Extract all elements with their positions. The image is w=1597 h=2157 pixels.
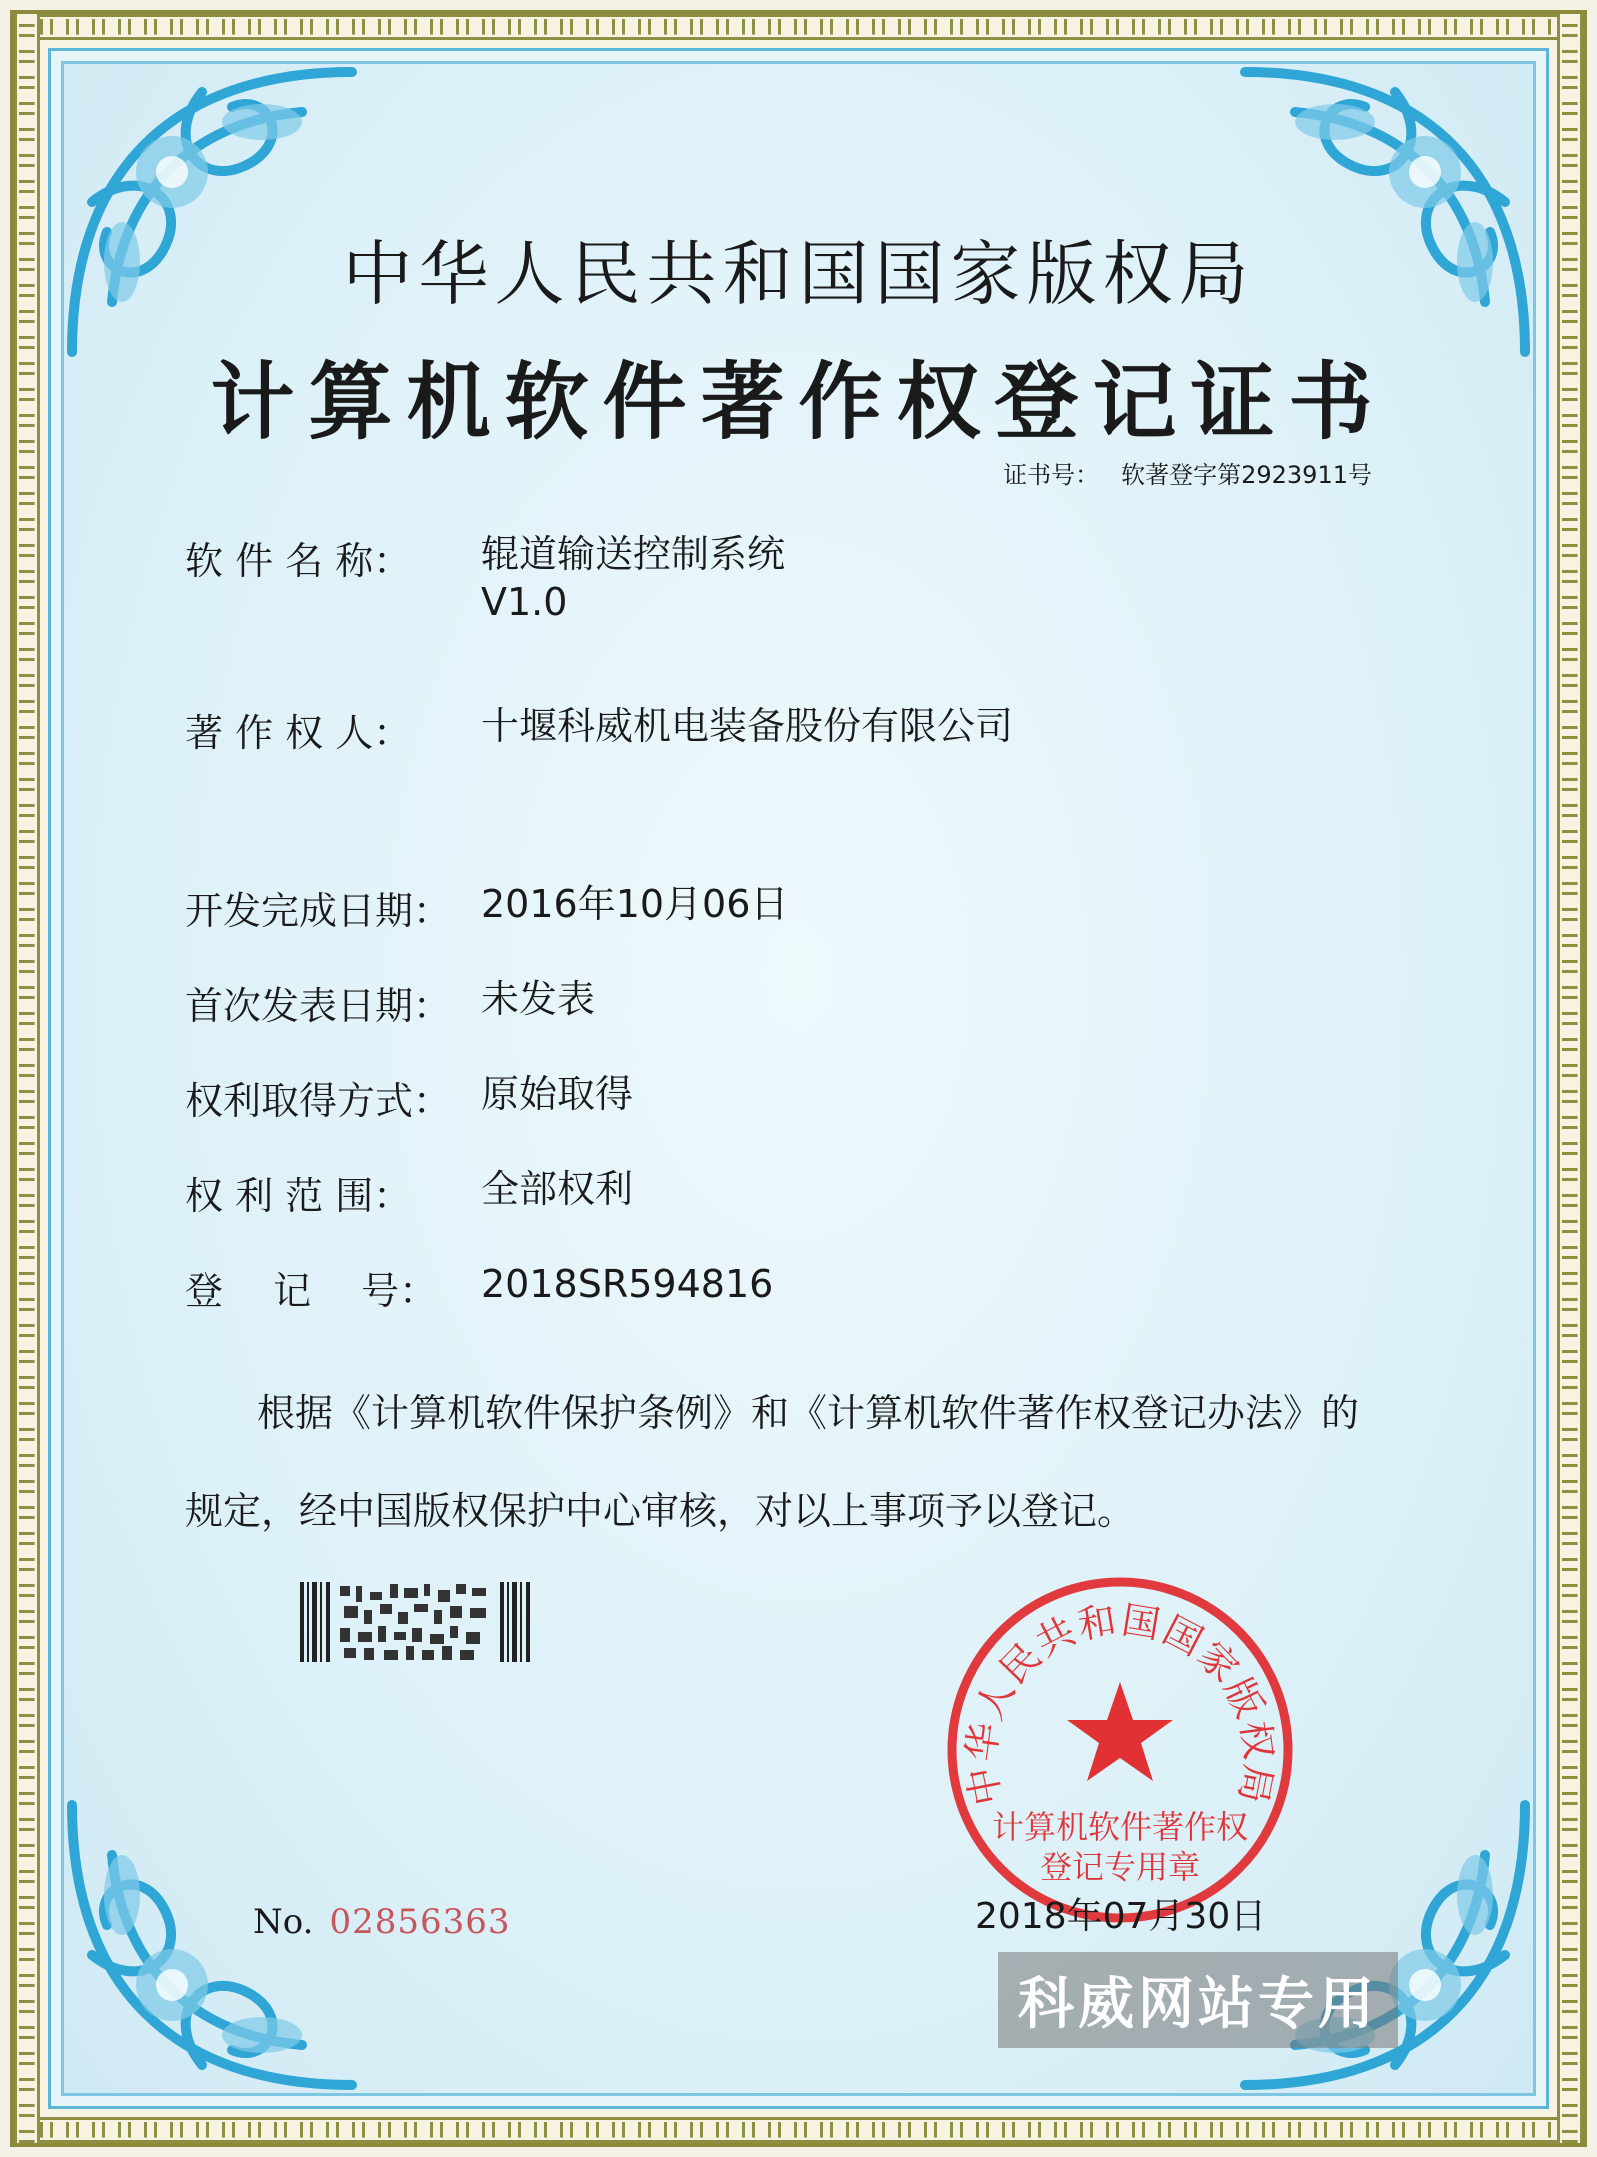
- statement-line-1: 根据《计算机软件保护条例》和《计算机软件著作权登记办法》的: [257, 1391, 1360, 1435]
- field-copyright-holder: [185, 702, 1013, 757]
- seal-inner-line-1: 计算机软件著作权: [991, 1808, 1249, 1846]
- field-value: 辊道输送控制系统 V1.0: [481, 532, 786, 624]
- watermark: 科威网站专用: [998, 1952, 1398, 2048]
- serial-number: [253, 1902, 511, 1942]
- field-value: 未发表: [481, 977, 596, 1021]
- field-label: 首次发表日期：: [185, 984, 452, 1028]
- ornament-corner-top-left: [52, 52, 382, 382]
- seal-ring-text: 中华人民共和国国家版权局: [958, 1597, 1282, 1809]
- field-rights-scope: [185, 1165, 633, 1220]
- certificate-number-value: 软著登字第2923911号: [1121, 461, 1372, 489]
- certificate-number-label: 证书号：: [1003, 461, 1100, 489]
- field-label: 著 作 权 人：: [185, 711, 412, 755]
- field-value: 2016年10月06日: [481, 882, 789, 926]
- issuing-authority: 中华人民共和国国家版权局: [342, 233, 1255, 315]
- field-value: 全部权利: [481, 1167, 634, 1211]
- field-completion-date: [185, 880, 788, 935]
- star-icon: [1067, 1682, 1173, 1781]
- statement-line-2: 规定，经中国版权保护中心审核，对以上事项予以登记。: [185, 1489, 1136, 1533]
- seal-inner-line-2: 登记专用章: [1039, 1848, 1201, 1886]
- field-software-name: [185, 530, 785, 626]
- barcode-icon: [300, 1582, 532, 1662]
- certificate-number: [1003, 455, 1372, 490]
- issue-date: 2018年07月30日: [975, 1896, 1267, 1937]
- field-registration-no: [185, 1260, 773, 1315]
- field-label: 开发完成日期：: [185, 889, 452, 933]
- field-value: 2018SR594816: [481, 1262, 774, 1306]
- field-label: 权利取得方式：: [185, 1079, 452, 1123]
- field-label: 登 记 号：: [185, 1269, 438, 1313]
- field-label: 权 利 范 围：: [185, 1174, 412, 1218]
- field-first-publish-date: [185, 975, 595, 1030]
- field-acquisition-method: [185, 1070, 633, 1125]
- field-label: 软 件 名 称：: [185, 539, 412, 583]
- greek-key-border-bottom: [14, 2117, 1583, 2143]
- certificate-title: 计算机软件著作权登记证书: [210, 352, 1387, 451]
- greek-key-border-left: [14, 14, 40, 2143]
- field-value: 十堰科威机电装备股份有限公司: [481, 704, 1014, 748]
- field-value: 原始取得: [481, 1072, 634, 1116]
- ornament-corner-top-right: [1215, 52, 1545, 382]
- official-seal: [940, 1570, 1300, 1930]
- serial-value: 02856363: [329, 1902, 511, 1942]
- greek-key-border-top: [14, 14, 1583, 40]
- greek-key-border-right: [1557, 14, 1583, 2143]
- serial-label: No.: [253, 1902, 314, 1942]
